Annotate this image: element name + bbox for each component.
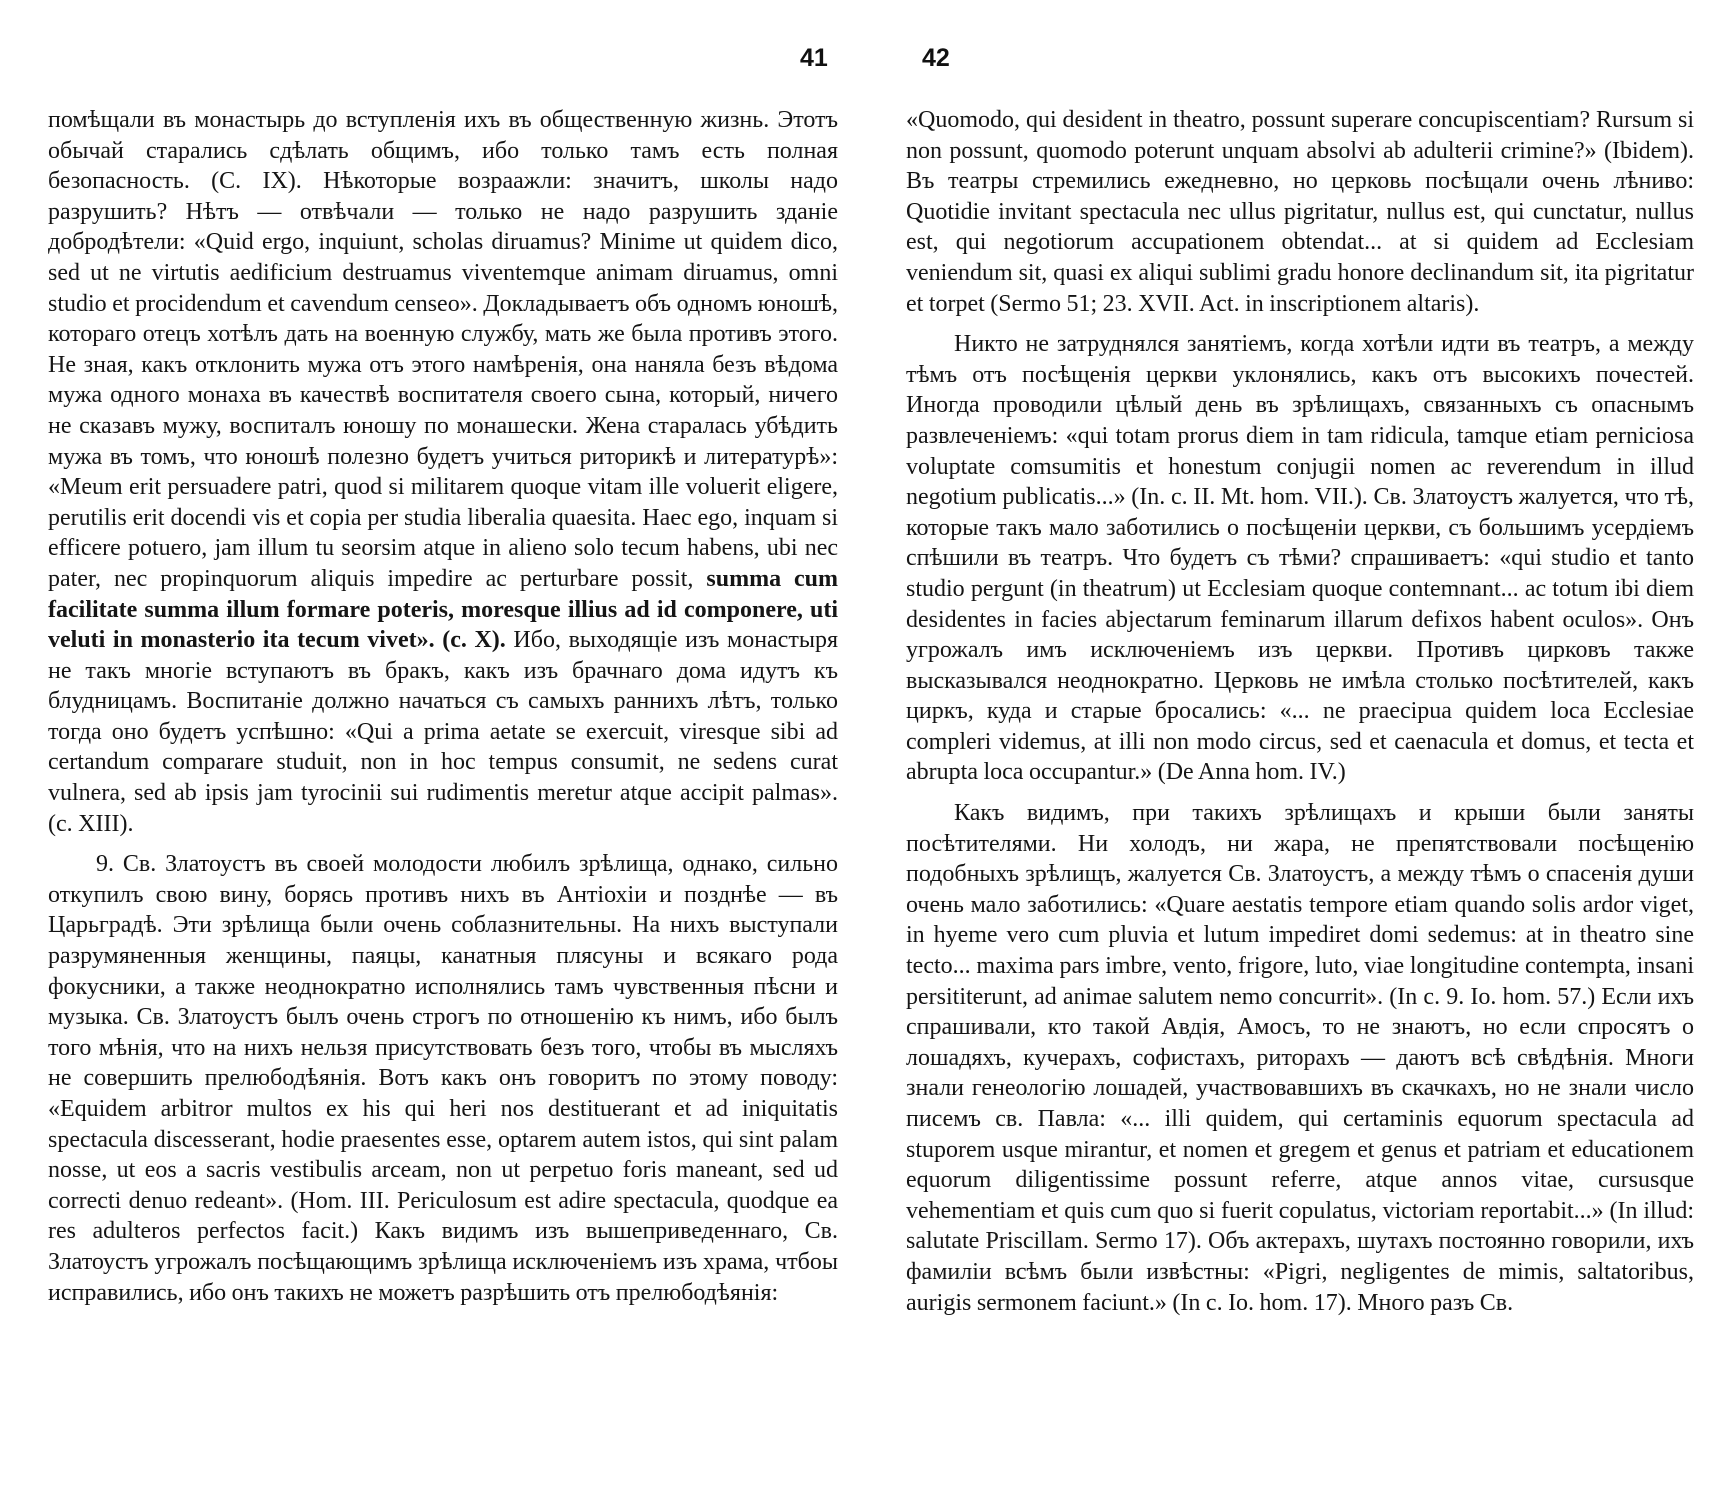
- text-run: Какъ видимъ, при такихъ зрѣлищахъ и крыши были заняты посѣтителями. Ни холодъ, ни жара, не препятствовали посѣщенію подобныхъ зрѣлищъ, жалуется Св. Златоустъ, а между тѣмъ о спасенія души очень мало заботились: «Quare aestatis tempore etiam quando solis ardor viget, in hyeme vero cum pluvia et lutum impediret domi sedemus: at in theatro sine tecto... maxima pars imbre, vento, frigore, luto, viae longitudine contempta, insani persititerunt, ad animae salutem nemo concurrit». (In c. 9. Io. hom. 57.) Если ихъ спрашивали, кто такой Авдія, Амосъ, то не знаютъ, но если спросятъ о лошадяхъ, кучерахъ, софистахъ, риторахъ — даютъ всѣ свѣдѣнія. Многи знали генеологію лошадей, участвовавшихъ въ скачкахъ, но не знали число писемъ св. Павла: «... illi quidem, qui certaminis equorum spectacula ad stuporem usque mirantur, et nomen et gregem et genus et patriam et educationem equorum diligentissime possunt referre, atque annos vitae, cursusque vehementiam et quis cum quo si fuerit copulatus, victoriam reportabit...» (In illud: salutate Priscillam. Sermo 17). Объ актерахъ, шутахъ постоянно говорили, ихъ фамиліи всѣмъ были извѣстны: «Pigri, negligentes de mimis, saltatoribus, aurigis sermonem faciunt.» (In c. Io. hom. 17). Много разъ Св.: [906, 800, 1694, 1316]
- text-run: Ибо, выходящіе изъ монастыря не такъ многіе вступаютъ въ бракъ, какъ изъ брачнаго дома идутъ къ блудницамъ. Воспитаніе должно начаться съ самыхъ раннихъ лѣтъ, только тогда оно будетъ успѣшно: «Qui a prima aetate se exercuit, viresque sibi ad certandum comparare studuit, non in hoc tempus consumit, ne sedens curat vulnera, sed ab ipsis jam tyrocinii sui rudimentis meretur atque accipit palmas». (c. XIII).: [48, 627, 838, 837]
- paragraph: [48, 849, 838, 1308]
- text-run: помѣщали въ монастырь до вступленія ихъ въ общественную жизнь. Этотъ обычай старались сдѣлать общимъ, ибо только тамъ есть полная безопасность. (C. IX). Нѣкоторые возраажли: значитъ, школы надо разрушить? Нѣтъ — отвѣчали — только не надо разрушить зданіе добродѣтели: «Quid ergo, inquiunt, scholas diruamus? Minime ut quidem dico, sed ut ne virtutis aedificium destruamus viventemque animam diruamus, omni studio et procidendum et cavendum censeo». Докладываетъ объ одномъ юношѣ, котораго отецъ хотѣлъ дать на военную службу, мать же была противъ этого. Не зная, какъ отклонить мужа отъ этого намѣренія, она наняла безъ вѣдома мужа одного монаха въ качествѣ воспитателя своего сына, который, ничего не сказавъ мужу, воспиталъ юношу по монашески. Жена старалась убѣдить мужа въ томъ, что юношѣ полезно будетъ учиться риторикѣ и литературѣ»: «Meum erit persuadere patri, quod si militarem quoque vitam ille voluerit eligere, perutilis erit docendi vis et copia per studia liberalia quaesita. Haec ego, inquam si efficere potuero, jam illum tu seorsim atque in alieno solo tecum habens, ubi nec pater, nec propinquorum aliquis impedire ac perturbare possit,: [48, 107, 838, 592]
- paragraph: [48, 105, 838, 839]
- right-page: [866, 0, 1732, 1500]
- text-run: «Quomodo, qui desident in theatro, possunt superare concupiscentiam? Rursum si non possunt, quomodo poterunt unquam absolvi ab adulterii crimine?» (Ibidem). Въ театры стремились ежедневно, но церковь посѣщали очень лѣниво: Quotidie invitant spectacula nec ullus pigritatur, nullus est, qui cunctatur, nullus est, qui negotiorum accupationem obtendat... at si quidem ad Ecclesiam veniendum sit, quasi ex aliqui sublimi gradu honore declinandum sit, ita pigritatur et torpet (Sermo 51; 23. XVII. Act. in inscriptionem altaris).: [906, 107, 1694, 317]
- text-column: [48, 105, 838, 1308]
- text-run: 9. Св. Златоустъ въ своей молодости любилъ зрѣлища, однако, сильно откупилъ свою вину, борясь противъ нихъ въ Антіохіи и позднѣе — въ Царьградѣ. Эти зрѣлища были очень соблазнительны. На нихъ выступали разрумяненныя женщины, паяцы, канатныя плясуны и всякаго рода фокусники, а также неоднократно исполнялись тамъ чувственныя пѣсни и музыка. Св. Златоустъ былъ очень строгъ по отношенію къ нимъ, ибо былъ того мѣнія, что на нихъ нельзя присутствовать безъ того, чтобы въ мысляхъ не совершить прелюбодѣянія. Вотъ какъ онъ говоритъ по этому поводу: «Equidem arbitror multos ex his qui heri nos destituerant et ad iniquitatis spectacula discesserant, hodie praesentes esse, optarem autem istos, qui sint palam nosse, ut eos a sacris vestibulis arceam, non ut perpetuo foris maneant, sed ud correcti denuo redeant». (Hom. III. Periculosum est adire spectacula, quodque ea res adulteros perfectos facit.) Какъ видимъ изъ вышеприведеннаго, Св. Златоустъ угрожалъ посѣщающимъ зрѣлища исключеніемъ изъ храма, чтбоы исправились, ибо онъ такихъ не можетъ разрѣшить отъ прелюбодѣянія:: [48, 851, 838, 1306]
- text-run: Никто не затруднялся занятіемъ, когда хотѣли идти въ театръ, а между тѣмъ отъ посѣщенія церкви уклонялись, какъ отъ высокихъ почестей. Иногда проводили цѣлый день въ зрѣлищахъ, связанныхъ съ опаснымъ развлеченіемъ: «qui totam prorus diem in tam ridicula, tamque etiam perniciosa voluptate comsumitis et honestum conjugii nomen ac reverendum in illud negotium publicatis...» (In. c. II. Mt. hom. VII.). Св. Златоустъ жалуется, что тѣ, которые такъ мало заботились о посѣщеніи церкви, съ большимъ усердіемъ спѣшили въ театръ. Что будетъ съ тѣми? спрашиваетъ: «qui studio et tanto studio pergunt (in theatrum) ut Ecclesiam quoque contemnant... ac totum ibi diem desidentes in facies abjectarum feminarum illarum defixos habent oculos». Онъ угрожалъ имъ исключеніемъ изъ церкви. Противъ цирковъ также высказывался неоднократно. Церковь не имѣла столько посѣтителей, какъ циркъ, куда и старые бросались: «... ne praecipua quidem loca Ecclesiae compleri videmus, at illi non modo circus, sed et caenacula et domus, et tecta et abrupta loca occupantur.» (De Anna hom. IV.): [906, 331, 1694, 786]
- page-number: 42: [922, 44, 950, 72]
- text-column: [906, 105, 1694, 1318]
- bold-text-run: summa cum facilitate summa illum formare poteris, moresque illius ad id componere, uti veluti in monasterio ita tecum vivet». (c. X).: [48, 565, 838, 654]
- page-number: 41: [800, 44, 828, 72]
- paragraph: [906, 329, 1694, 788]
- paragraph: [906, 105, 1694, 319]
- paragraph: [906, 798, 1694, 1318]
